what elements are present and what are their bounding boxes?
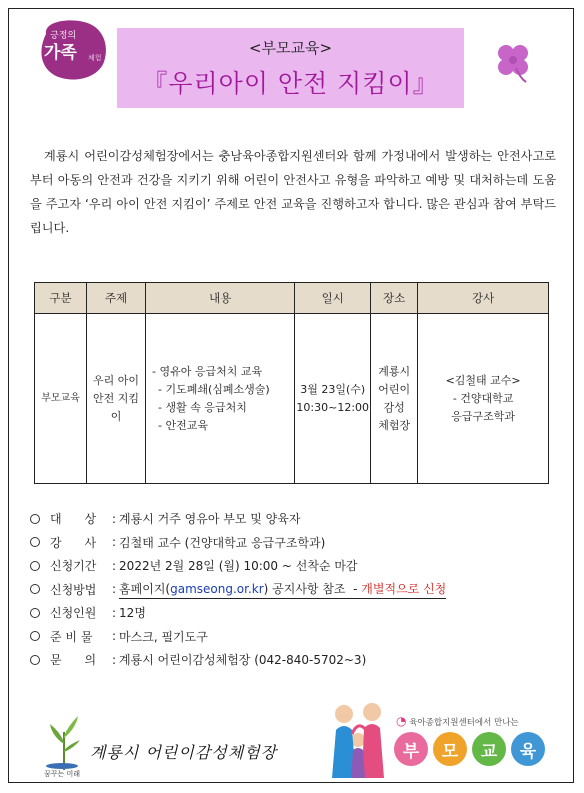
info-label: 신청인원	[50, 606, 97, 621]
page-title: 『우리아이 안전 지킴이』	[142, 69, 439, 98]
warning-text: 개별적으로 신청	[361, 581, 447, 596]
table-row	[35, 314, 549, 484]
info-value: 마스크, 필기도구	[119, 629, 208, 644]
homepage-link[interactable]: gamseong.or.kr	[170, 581, 264, 596]
title-banner	[117, 28, 464, 108]
header-lecturer: 강사	[418, 283, 549, 314]
table-header-row	[35, 283, 549, 314]
circle-bullet-icon	[30, 655, 40, 665]
circle-bullet-icon	[30, 537, 40, 547]
info-period: 신청기간 : 2022년 2월 28일 (월) 10:00 ~ 선착순 마감	[30, 554, 560, 578]
slogan-text: 꿈꾸는 미래	[44, 770, 81, 778]
logo-main-text: 가족	[44, 43, 77, 63]
info-lecturer: 강 사 : 김철태 교수 (건양대학교 응급구조학과)	[30, 531, 560, 555]
cell-date: 3월 23일(수) 10:30~12:00	[295, 314, 371, 484]
schedule-table	[34, 282, 549, 484]
info-count: 신청인원 : 12명	[30, 601, 560, 625]
info-label: 문 의	[50, 653, 97, 668]
cell-content: - 영유아 응급처치 교육 - 기도폐쇄(심폐소생술) - 생활 속 응급처치 - 안전교육	[146, 314, 295, 484]
info-value: 계룡시 거주 영유아 부모 및 양육자	[119, 512, 301, 527]
info-contact: 문 의 : 계룡시 어린이감성체험장 (042-840-5702~3)	[30, 648, 560, 672]
cell-place: 계룡시 어린이 감성 체험장	[371, 314, 418, 484]
header-category: 구분	[35, 283, 87, 314]
header-place: 장소	[371, 283, 418, 314]
logo-tail-text: 체험	[88, 54, 102, 62]
circle-bullet-icon	[30, 561, 40, 571]
edu-char-circle: 육	[511, 732, 545, 766]
cell-category: 부모교육	[35, 314, 87, 484]
banner-subtitle: <부모교육>	[248, 39, 333, 57]
info-label: 준 비 물	[50, 629, 93, 644]
circle-bullet-icon	[30, 584, 40, 594]
header-content: 내용	[146, 283, 295, 314]
logo-small-text: 긍정의	[50, 31, 77, 41]
circle-bullet-icon	[30, 514, 40, 524]
info-list	[30, 507, 560, 672]
edu-circles	[394, 732, 545, 766]
edu-char-circle: 교	[472, 732, 506, 766]
header-date: 일시	[295, 283, 371, 314]
edu-char-circle: 모	[433, 732, 467, 766]
info-value: 홈페이지(gamseong.or.kr) 공지사항 참조 - 개별적으로 신청	[119, 580, 446, 599]
info-value: 계룡시 어린이감성체험장 (042-840-5702~3)	[119, 653, 367, 668]
family-logo-icon	[34, 16, 114, 86]
info-label: 신청기간	[50, 559, 97, 574]
info-value: 2022년 2월 28일 (월) 10:00 ~ 선착순 마감	[119, 559, 358, 574]
info-supplies: 준 비 물 : 마스크, 필기도구	[30, 625, 560, 649]
info-method: 신청방법 : 홈페이지(gamseong.or.kr) 공지사항 참조 - 개별적으로 신청	[30, 578, 560, 602]
info-label: 대 상	[50, 512, 97, 527]
info-target: 대 상 : 계룡시 거주 영유아 부모 및 양육자	[30, 507, 560, 531]
circle-bullet-icon	[30, 608, 40, 618]
info-value: 김철태 교수 (건양대학교 응급구조학과)	[119, 535, 326, 550]
edu-char-circle: 부	[394, 732, 428, 766]
clover-icon	[490, 38, 536, 84]
family-figure-icon	[322, 700, 394, 780]
cell-lecturer: <김철태 교수> - 건양대학교 응급구조학과	[418, 314, 549, 484]
info-label: 신청방법	[50, 582, 97, 597]
intro-text: 계룡시 어린이감성체험장에서는 충남육아종합지원센터와 함께 가정내에서 발생하는 안전사고로부터 아동의 안전과 건강을 지키기 위해 어린이 안전사고 유형을 파악하고 예방 및 대처하는데 도움을 주고자 ‘우리 아이 안전 지킴이’ 주제로 안전 교육을 진행하고자 합니다. 많은 관심과 참여 부탁드립니다.	[30, 149, 556, 236]
intro-paragraph	[30, 144, 556, 240]
circle-bullet-icon	[30, 631, 40, 641]
header-topic: 주제	[87, 283, 146, 314]
info-label: 강 사	[50, 535, 97, 550]
center-name: 계룡시 어린이감성체험장	[90, 743, 278, 762]
info-value: 12명	[119, 606, 146, 621]
edu-tagline: ◔ 육아종합지원센터에서 만나는	[396, 714, 519, 728]
cell-topic: 우리 아이 안전 지킴이	[87, 314, 146, 484]
